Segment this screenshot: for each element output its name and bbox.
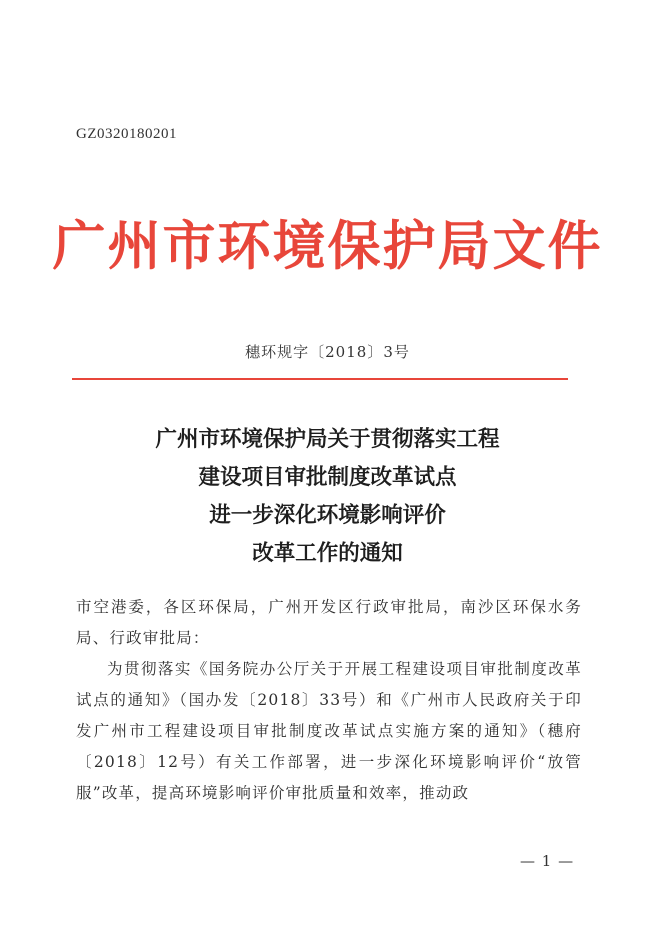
title-line-1: 广州市环境保护局关于贯彻落实工程 <box>155 427 500 452</box>
recipients-paragraph: 市空港委，各区环保局，广州开发区行政审批局，南沙区环保水务局、行政审批局： <box>76 598 582 647</box>
page-number: — 1 — <box>520 852 575 870</box>
title-line-2: 建设项目审批制度改革试点 <box>198 465 457 490</box>
document-body <box>76 592 582 809</box>
red-divider-line <box>72 378 568 380</box>
title-line-4: 改革工作的通知 <box>252 541 403 566</box>
body-paragraph-1: 为贯彻落实《国务院办公厅关于开展工程建设项目审批制度改革试点的通知》（国办发〔2018〕33号）和《广州市人民政府关于印发广州市工程建设项目审批制度改革试点实施方案的通知》（穗府〔2018〕12号）有关工作部署，进一步深化环境影响评价“放管服”改革，提高环境影响评价审批质量和效率，推动政 <box>76 660 582 802</box>
notice-title <box>0 421 655 573</box>
document-number: 穗环规字〔2018〕3号 <box>245 343 410 361</box>
masthead-title: 广州市环境保护局文件 <box>52 216 603 277</box>
title-line-3: 进一步深化环境影响评价 <box>209 503 446 528</box>
document-code: GZ0320180201 <box>76 126 177 142</box>
